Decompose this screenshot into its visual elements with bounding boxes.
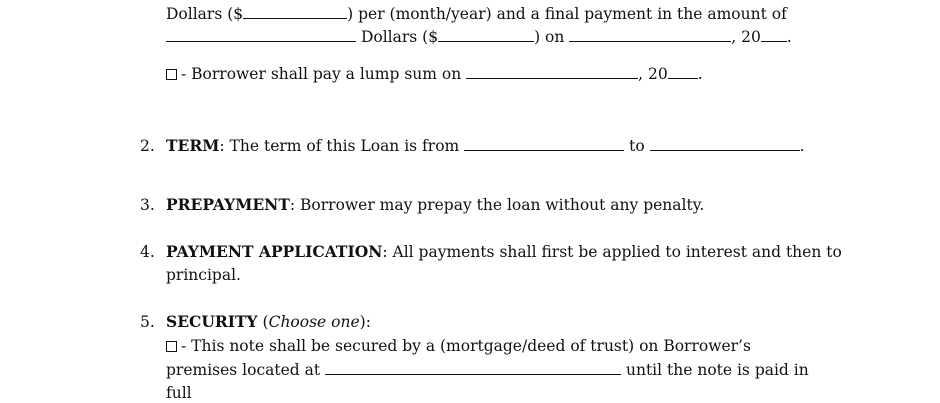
lump-sum-year-blank[interactable] bbox=[668, 64, 698, 79]
text: ) per (month/year) and a final payment in the amount of bbox=[347, 5, 787, 23]
text: ): bbox=[359, 313, 371, 331]
prepayment-section bbox=[166, 195, 704, 215]
text: premises located at bbox=[166, 361, 321, 379]
payment-application-line-2: principal. bbox=[166, 266, 241, 284]
text: : The term of this Loan is from bbox=[219, 137, 460, 155]
payment-application-section bbox=[166, 242, 842, 262]
text: , 20 bbox=[731, 28, 761, 46]
payment-line-1 bbox=[166, 4, 787, 24]
payment-application-heading: PAYMENT APPLICATION bbox=[166, 242, 383, 261]
security-option-1-line-3: full bbox=[166, 384, 192, 402]
text: . bbox=[799, 137, 805, 155]
section-number: 4. bbox=[140, 243, 155, 261]
text: - This note shall be secured by a (mortgage/deed of trust) on Borrower’s bbox=[181, 337, 751, 355]
text: , 20 bbox=[638, 65, 668, 83]
security-section bbox=[166, 312, 371, 332]
amount-blank[interactable] bbox=[243, 4, 347, 19]
payment-line-2 bbox=[166, 27, 792, 47]
term-end-blank[interactable] bbox=[650, 136, 800, 151]
text: to bbox=[629, 137, 645, 155]
term-heading: TERM bbox=[166, 136, 220, 155]
final-amount-words-blank[interactable] bbox=[166, 27, 356, 42]
text: : All payments shall first be applied to interest and then to bbox=[382, 243, 842, 261]
text: . bbox=[697, 65, 703, 83]
text: Dollars ($ bbox=[166, 5, 244, 23]
final-date-blank[interactable] bbox=[569, 27, 731, 42]
text: ( bbox=[257, 313, 269, 331]
final-amount-blank[interactable] bbox=[438, 27, 534, 42]
text: until the note is paid in bbox=[625, 361, 809, 379]
section-number: 5. bbox=[140, 313, 155, 331]
security-heading: SECURITY bbox=[166, 312, 258, 331]
section-number: 3. bbox=[140, 196, 155, 214]
text: ) on bbox=[534, 28, 565, 46]
lump-sum-line bbox=[166, 64, 703, 84]
text: . bbox=[786, 28, 792, 46]
text: Dollars ($ bbox=[360, 28, 439, 46]
term-section bbox=[166, 136, 805, 156]
text: - Borrower shall pay a lump sum on bbox=[181, 65, 462, 83]
lump-sum-checkbox[interactable] bbox=[166, 69, 177, 80]
text: : Borrower may prepay the loan without any penalty. bbox=[289, 196, 705, 214]
section-number: 2. bbox=[140, 137, 155, 155]
premises-location-blank[interactable] bbox=[325, 360, 621, 375]
lump-sum-date-blank[interactable] bbox=[466, 64, 638, 79]
security-option-checkbox[interactable] bbox=[166, 341, 177, 352]
prepayment-heading: PREPAYMENT bbox=[166, 195, 290, 214]
choose-one-text: Choose one bbox=[268, 313, 360, 331]
security-option-1-line-2 bbox=[166, 360, 809, 380]
term-start-blank[interactable] bbox=[464, 136, 624, 151]
final-year-blank[interactable] bbox=[761, 27, 787, 42]
security-option-1 bbox=[166, 336, 751, 356]
